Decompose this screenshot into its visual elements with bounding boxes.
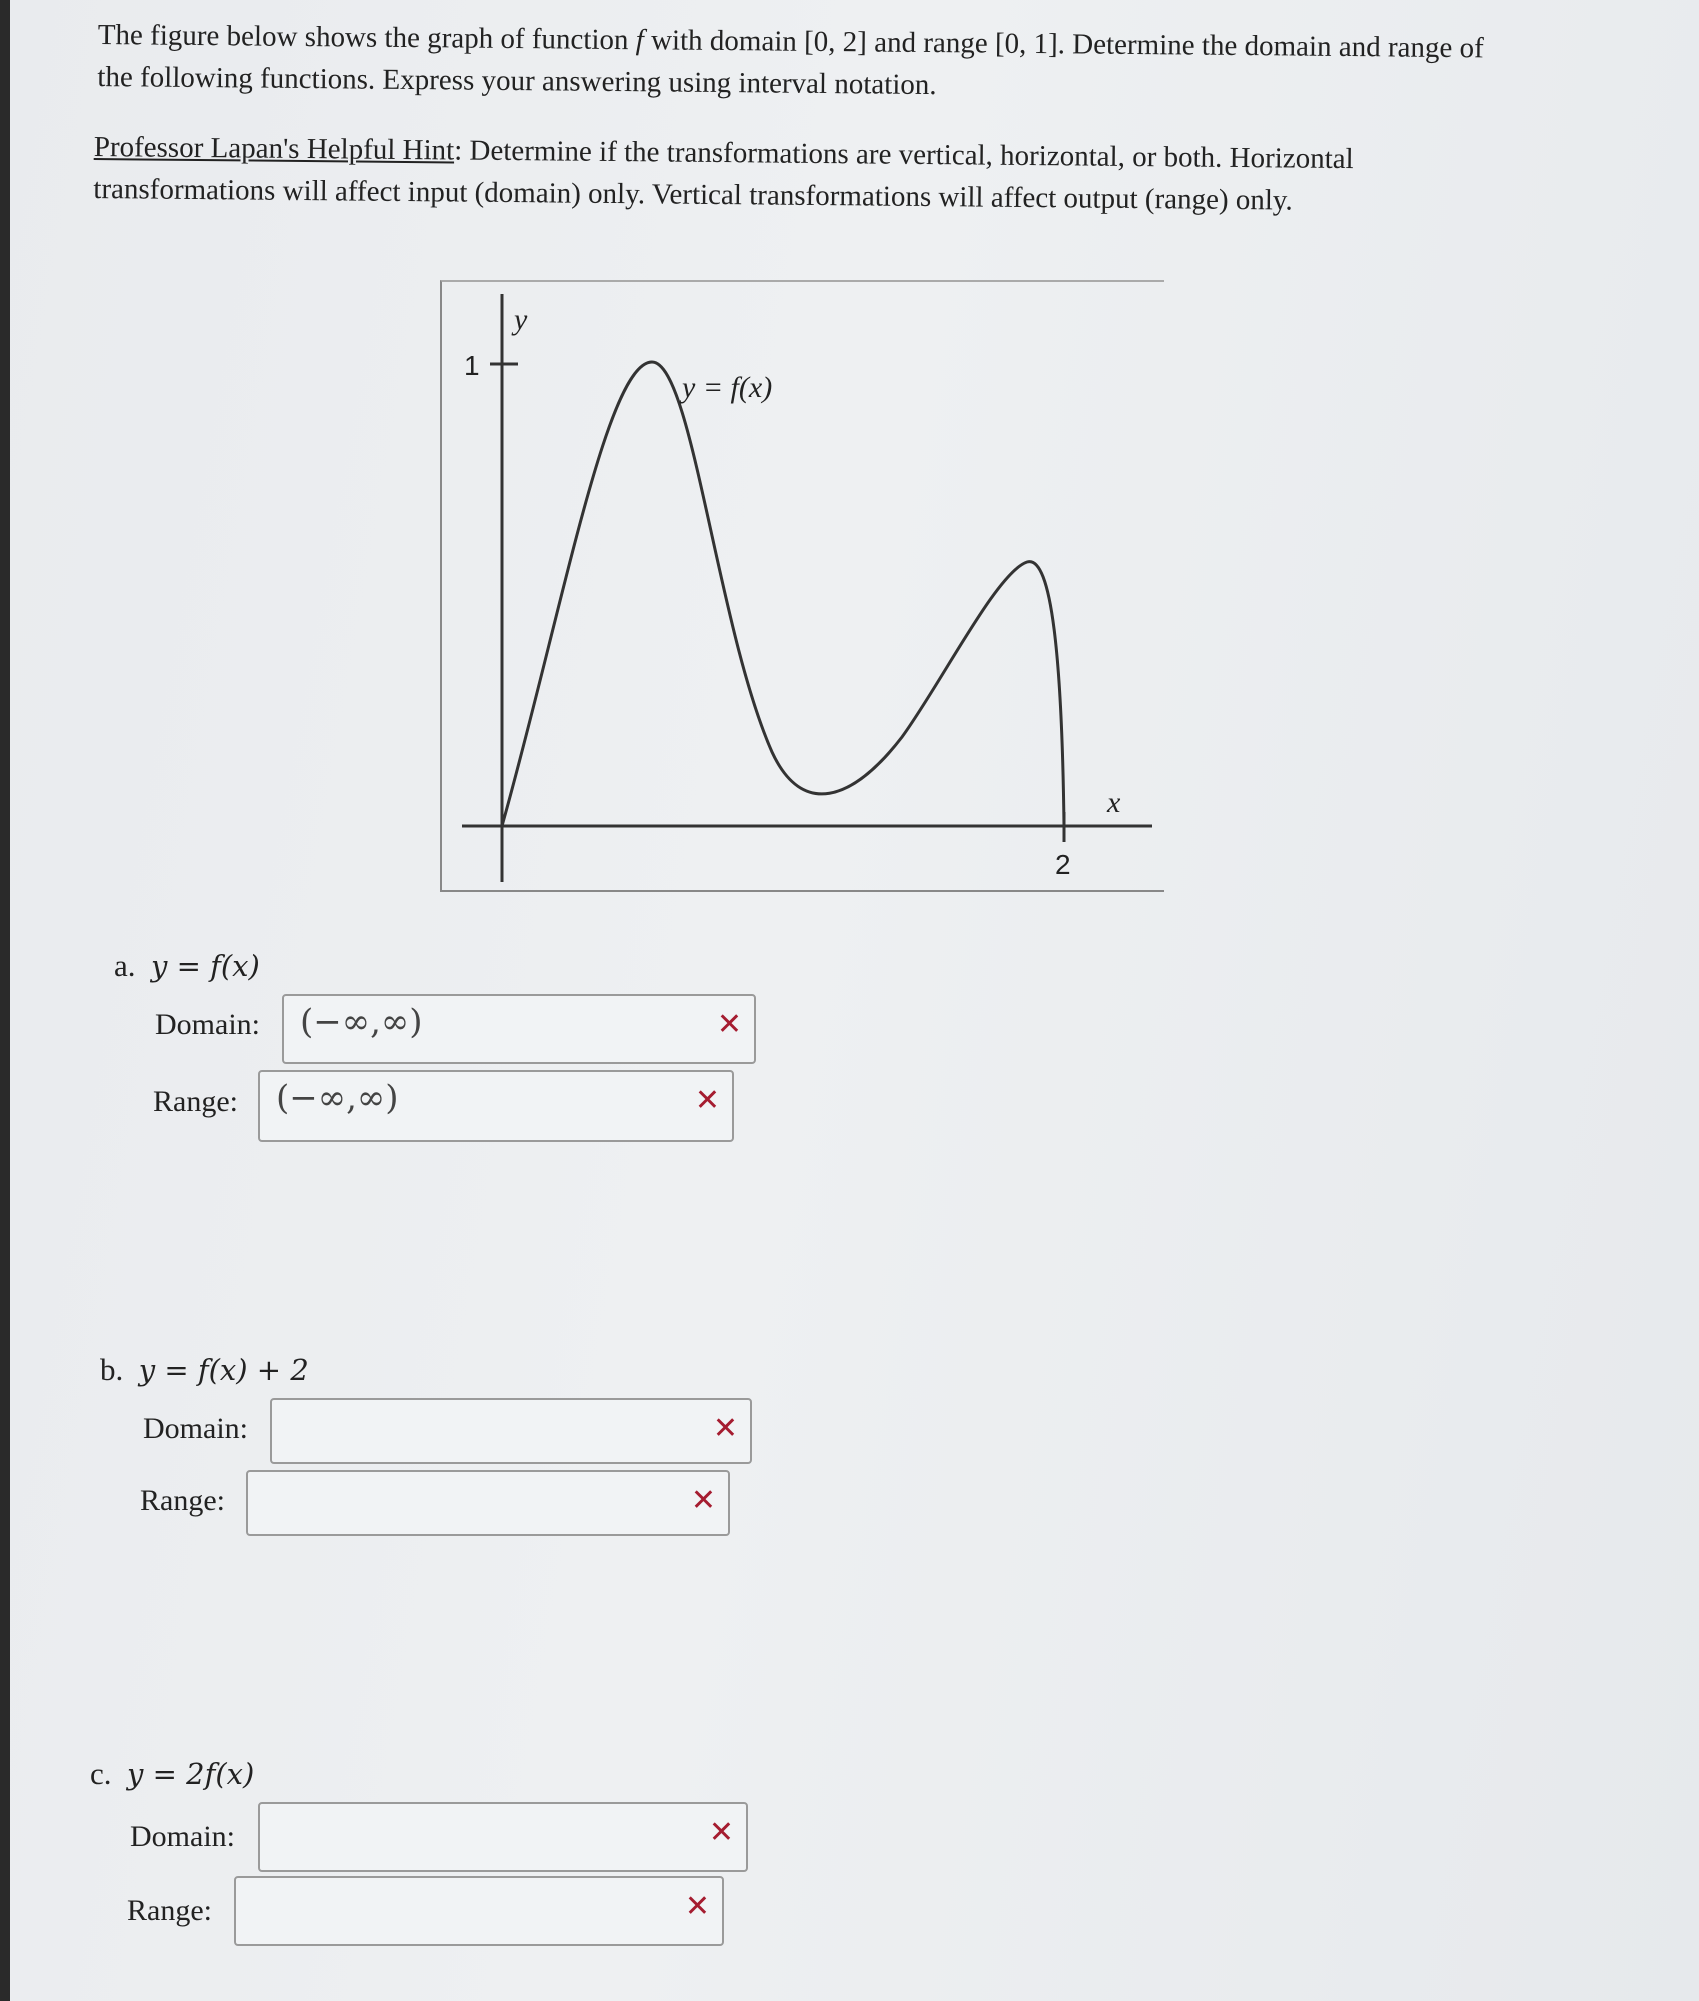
part-b-expression: y = f(x) + 2	[138, 1353, 309, 1387]
part-c-heading	[90, 1756, 254, 1792]
incorrect-x-icon: ✕	[690, 1483, 716, 1518]
y-axis-label: y	[514, 303, 528, 336]
part-b-range-input[interactable]	[246, 1470, 730, 1536]
incorrect-x-icon: ✕	[712, 1411, 738, 1446]
curve-label: y = f(x)	[682, 371, 773, 404]
part-b-domain-input[interactable]	[270, 1398, 752, 1464]
part-c-expression: y = 2f(x)	[127, 1757, 255, 1791]
question-intro	[97, 14, 1498, 111]
part-a-heading	[114, 948, 260, 984]
graph-svg	[442, 282, 1164, 890]
x-axis-label: x	[1107, 786, 1121, 819]
x-tick-label: 2	[1055, 849, 1071, 880]
incorrect-x-icon: ✕	[716, 1007, 742, 1042]
part-b-letter: b.	[100, 1352, 124, 1387]
intro-function-name: f	[635, 24, 644, 57]
part-b-range-label: Range:	[140, 1484, 225, 1517]
part-c-range-label: Range:	[127, 1894, 212, 1927]
part-c-domain-label: Domain:	[130, 1820, 235, 1853]
incorrect-x-icon: ✕	[684, 1889, 710, 1924]
helpful-hint	[93, 126, 1514, 224]
function-graph	[440, 280, 1164, 892]
incorrect-x-icon: ✕	[694, 1083, 720, 1118]
y-tick-label: 1	[464, 350, 480, 381]
intro-text-end: with domain [0, 2] and range [0, 1]. Determine the domain and range of the following functions. Express your answering using interval notation.	[97, 24, 1484, 102]
part-a-domain-label: Domain:	[155, 1008, 260, 1041]
part-a-domain-input[interactable]	[282, 994, 756, 1064]
part-c-domain-input[interactable]	[258, 1802, 748, 1872]
function-curve	[502, 362, 1064, 826]
part-b-domain-label: Domain:	[143, 1412, 248, 1445]
part-a-range-value: (−∞,∞)	[276, 1078, 399, 1118]
part-a-range-input[interactable]	[258, 1070, 734, 1142]
question-page	[10, 0, 1699, 2001]
part-c-range-input[interactable]	[234, 1876, 724, 1946]
part-b-heading	[100, 1352, 309, 1388]
hint-text: : Determine if the transformations are vertical, horizontal, or both. Horizontal transformations will affect input (domain) only. Vertical transformations will affect output (range) only.	[93, 134, 1354, 217]
part-c-letter: c.	[90, 1756, 112, 1791]
hint-title: Professor Lapan's Helpful Hint	[93, 130, 455, 167]
part-a-range-label: Range:	[153, 1085, 238, 1118]
part-a-expression: y = f(x)	[151, 949, 260, 983]
part-a-domain-value: (−∞,∞)	[300, 1002, 423, 1042]
part-a-letter: a.	[114, 948, 136, 983]
incorrect-x-icon: ✕	[708, 1815, 734, 1850]
intro-text-start: The figure below shows the graph of function	[97, 18, 636, 57]
